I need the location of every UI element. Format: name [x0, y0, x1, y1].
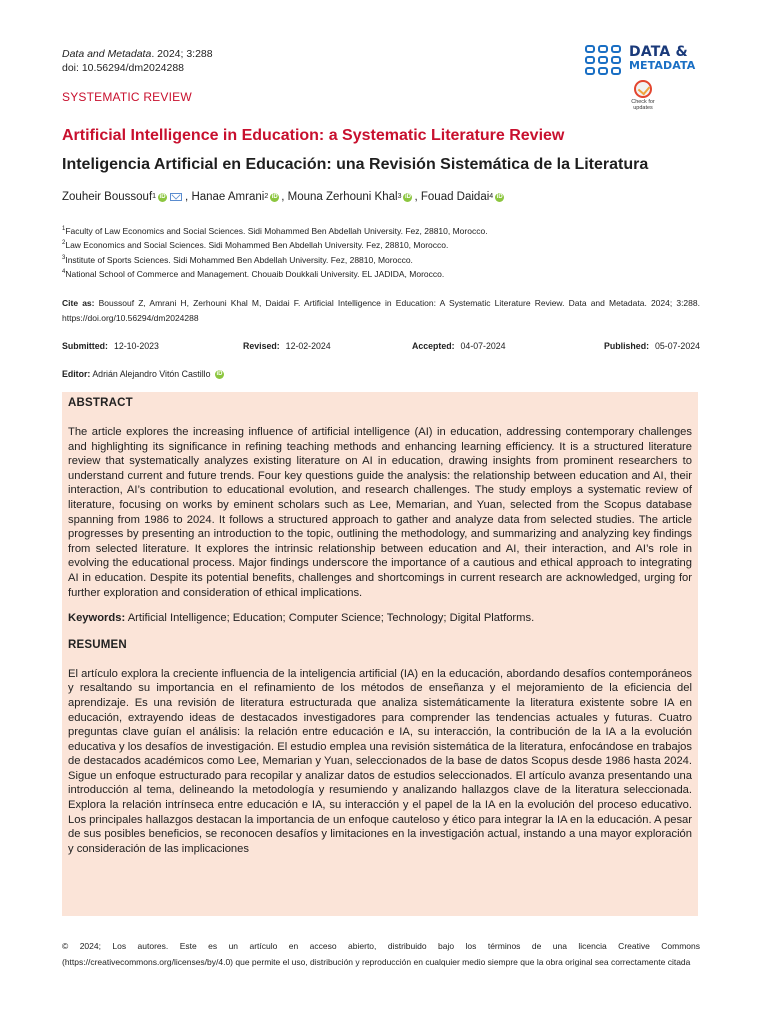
- affiliation-item: $^3$Institute of Sports Sciences. Sidi Mohammed Ben Abdellah University. Fez, 28810, Morocco.: [62, 254, 413, 265]
- abstract-box: [62, 392, 698, 916]
- date-revised: Revised: 12-02-2024: [243, 341, 331, 351]
- doi: doi: 10.56294/dm2024288: [62, 62, 185, 74]
- logo-line1: DATA &: [629, 44, 688, 60]
- journal-issue: . 2024; 3:288: [151, 48, 213, 60]
- journal-name: Data and Metadata: [62, 48, 152, 60]
- editor: [62, 369, 226, 379]
- date-published: Published: 05-07-2024: [604, 341, 700, 351]
- journal-meta: [62, 47, 213, 75]
- orcid-icon[interactable]: iD: [216, 371, 223, 377]
- keywords: [68, 611, 692, 626]
- title-english: Artificial Intelligence in Education: a Systematic Literature Review: [62, 127, 565, 144]
- affiliation-item: $^1$Faculty of Law Economics and Social Sciences. Sidi Mohammed Ben Abdellah University. Fez, 28810, Morocco.: [62, 226, 488, 236]
- orcid-icon[interactable]: iD: [271, 193, 278, 200]
- author-name[interactable]: Zouheir Boussouf: [62, 191, 153, 203]
- author-name[interactable]: Hanae Amrani: [191, 191, 265, 203]
- title-spanish: Inteligencia Artificial en Educación: una Revisión Sistemática de la Literatura: [62, 156, 649, 173]
- email-icon[interactable]: [170, 193, 182, 201]
- editor-name: Adrián Alejandro Vitón Castillo: [92, 369, 211, 379]
- license-footer: © 2024; Los autores. Este es un artículo en acceso abierto, distribuido bajo los términos de una licencia Creative Commons (https://creativecommons.org/licenses/by/4.0) que permite el uso, distribución y reproducción en cualquier medio siempre que la obra original sea correctamente citada: [62, 941, 700, 967]
- keywords-label: Keywords:: [68, 612, 126, 625]
- logo-line2: METADATA: [629, 59, 696, 72]
- journal-logo-text: [629, 46, 695, 72]
- citation: [62, 296, 700, 325]
- keywords-text: Artificial Intelligence; Education; Computer Science; Technology; Digital Platforms.: [127, 612, 535, 625]
- orcid-icon[interactable]: iD: [496, 193, 503, 200]
- affiliations: [62, 224, 488, 281]
- orcid-icon[interactable]: iD: [159, 193, 166, 200]
- author-name[interactable]: Fouad Daidai: [420, 191, 490, 203]
- check-for-updates-label: Check for updates: [631, 99, 655, 111]
- date-submitted: Submitted: 12-10-2023: [62, 341, 159, 351]
- cite-text[interactable]: Boussouf Z, Amrani H, Zerhouni Khal M, Daidai F. Artificial Intelligence in Education: A Systematic Literature Review. Data and Metadata. 2024; 3:288. https://doi.org/10.56294/dm2024288: [62, 298, 700, 323]
- date-accepted: Accepted: 04-07-2024: [412, 341, 506, 351]
- resumen-heading: RESUMEN: [68, 638, 127, 651]
- abstract-text: The article explores the increasing influence of artificial intelligence (AI) in education, addressing contemporary challenges and highlighting its significance in refining teaching methods and enhancing learning efficiency. It is a structured literature review that systematically analyzes existing literature on AI in education, drawing insights from prominent researchers to understand current and future trends. Four key questions guide the analysis: the relationship between education and AI, their interaction, AI’s contribution to educational evolution, and research challenges. The study employs a systematic review of literature, focusing on works by eminent scholars such as Lee, Memarian, and Yuan, selected from the Scopus database spanning from 1986 to 2024. It follows a structured approach to gather and analyze data from selected studies. The article progresses by presenting an introduction to the topic, outlining the methodology, and summarizing and analyzing key findings from selected literature. It explores the intrinsic relationship between education and AI, their interaction, and AI’s role in evolving the educational process. Major findings underscore the importance of a cautious and ethical approach to integrating AI in education. Despite its potential benefits, challenges and shortcomings in current research are acknowledged, urging for further exploration and consideration of ethical implications.: [68, 426, 692, 599]
- journal-logo-icon: [585, 45, 623, 77]
- section-label: SYSTEMATIC REVIEW: [62, 90, 192, 104]
- cite-label: Cite as:: [62, 298, 95, 308]
- abstract-heading: ABSTRACT: [68, 397, 133, 409]
- author-list: Zouheir Boussouf 1 iD , Hanae Amrani 2 iD , Mouna Zerhouni Khal 3 iD , Fouad Daidai 4 iD: [62, 191, 503, 203]
- check-for-updates-icon: [634, 80, 652, 98]
- author-name[interactable]: Mouna Zerhouni Khal: [287, 191, 398, 203]
- check-for-updates[interactable]: [621, 80, 665, 111]
- orcid-icon[interactable]: iD: [404, 193, 411, 200]
- resumen-text: El artículo explora la creciente influencia de la inteligencia artificial (IA) en la educación, abordando desafíos contemporáneos y resaltando su importancia en el refinamiento de los métodos de enseñanza y el mejoramiento de la eficiencia del aprendizaje. Es una revisión de literatura estructurada que analiza sistemáticamente la literatura existente sobre IA en educación, extrayendo ideas de destacados investigadores para comprender las tendencias actuales y futuras. Cuatro preguntas clave guían el análisis: la relación entre educación e IA, su interacción, la contribución de la IA a la evolución educativa y los desafíos de investigación. El estudio emplea una revisión sistemática de la literatura, enfocándose en trabajos de destacados académicos como Lee, Memarian y Yuan, seleccionados de la base de datos Scopus desde 1986 hasta 2024. Sigue un enfoque estructurado para recopilar y analizar datos de estudios seleccionados. El artículo avanza presentando una introducción al tema, delineando la metodología y resumiendo y analizando hallazgos clave de la literatura seleccionada. Explora la relación intrínseca entre educación e IA, su interacción y el papel de la IA en la evolución del proceso educativo. Los principales hallazgos destacan la importancia de un enfoque cauteloso y ético para integrar la IA en la educación. A pesar de sus posibles beneficios, se reconocen desafíos y limitaciones en la investigación actual, instando a una mayor exploración y consideración de las implicaciones: [68, 667, 692, 855]
- editor-label: Editor:: [62, 369, 91, 379]
- affiliation-item: $^2$Law Economics and Social Sciences. Sidi Mohammed Ben Abdellah University. Fez, 28810, Morocco.: [62, 240, 449, 251]
- affiliation-item: $^4$National School of Commerce and Management. Chouaib Doukkali University. EL JADIDA, Morocco.: [62, 268, 445, 279]
